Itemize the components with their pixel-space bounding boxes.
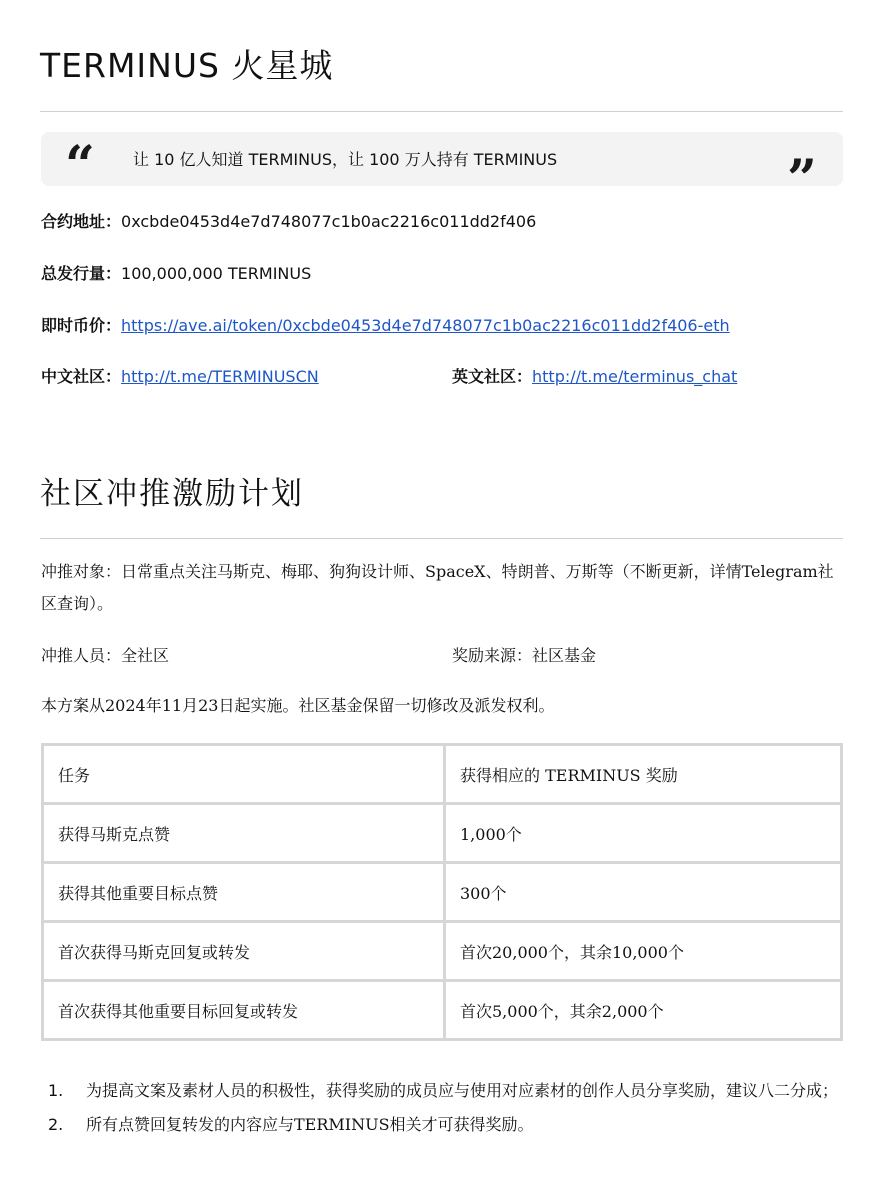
- close-quote-icon: ”: [787, 149, 817, 210]
- title-divider: [40, 111, 843, 112]
- table-row: [43, 981, 842, 1040]
- slogan-text: 让 10 亿人知道 TERMINUS，让 100 万人持有 TERMINUS: [133, 150, 558, 169]
- cn-community-row: [41, 364, 319, 387]
- table-header-row: [43, 745, 842, 804]
- price-link[interactable]: https://ave.ai/token/0xcbde0453d4e7d748077c1b0ac2216c011dd2f406-eth: [121, 316, 730, 335]
- table-cell-task: 首次获得马斯克回复或转发: [43, 922, 445, 981]
- note-text: 所有点赞回复转发的内容应与TERMINUS相关才可获得奖励。: [86, 1115, 534, 1134]
- reward-table: [41, 743, 843, 1041]
- list-item: [48, 1109, 838, 1141]
- en-community-link[interactable]: http://t.me/terminus_chat: [532, 367, 738, 386]
- price-row: [41, 313, 730, 336]
- plan-source: 奖励来源：社区基金: [452, 646, 597, 665]
- table-row: [43, 804, 842, 863]
- contract-address: 0xcbde0453d4e7d748077c1b0ac2216c011dd2f406: [121, 212, 537, 231]
- table-cell-reward: 1,000个: [445, 804, 842, 863]
- supply-row: [41, 261, 311, 284]
- page-title: TERMINUS 火星城: [40, 46, 334, 85]
- table-cell-task: 首次获得其他重要目标回复或转发: [43, 981, 445, 1040]
- note-text: 为提高文案及素材人员的积极性，获得奖励的成员应与使用对应素材的创作人员分享奖励，建议八二分成；: [86, 1081, 839, 1100]
- en-community-label: 英文社区：: [452, 367, 533, 386]
- en-community-row: [452, 364, 737, 387]
- contract-label: 合约地址：: [41, 212, 122, 231]
- table-header-task: 任务: [43, 745, 445, 804]
- open-quote-icon: “: [65, 135, 95, 196]
- supply-value: 100,000,000 TERMINUS: [121, 264, 312, 283]
- notes-list: [48, 1075, 838, 1143]
- plan-targets: 冲推对象：日常重点关注马斯克、梅耶、狗狗设计师、SpaceX、特朗普、万斯等（不断更新，详情Telegram社区查询）。: [41, 562, 834, 613]
- table-cell-task: 获得马斯克点赞: [43, 804, 445, 863]
- plan-effective-date: 本方案从2024年11月23日起实施。社区基金保留一切修改及派发权利。: [41, 696, 555, 715]
- note-number: 1.: [48, 1081, 64, 1100]
- plan-divider: [40, 538, 843, 539]
- table-cell-reward: 300个: [445, 863, 842, 922]
- price-label: 即时币价：: [41, 316, 122, 335]
- contract-row: [41, 209, 536, 232]
- cn-community-label: 中文社区：: [41, 367, 122, 386]
- table-cell-task: 获得其他重要目标点赞: [43, 863, 445, 922]
- supply-label: 总发行量：: [41, 264, 122, 283]
- slogan-quote-box: [41, 132, 843, 210]
- cn-community-link[interactable]: http://t.me/TERMINUSCN: [121, 367, 319, 386]
- list-item: [48, 1075, 838, 1107]
- table-cell-reward: 首次20,000个，其余10,000个: [445, 922, 842, 981]
- table-header-reward: 获得相应的 TERMINUS 奖励: [445, 745, 842, 804]
- table-cell-reward: 首次5,000个，其余2,000个: [445, 981, 842, 1040]
- plan-title: 社区冲推激励计划: [40, 476, 304, 512]
- table-row: [43, 922, 842, 981]
- note-number: 2.: [48, 1115, 64, 1134]
- table-row: [43, 863, 842, 922]
- plan-people: 冲推人员：全社区: [41, 646, 170, 665]
